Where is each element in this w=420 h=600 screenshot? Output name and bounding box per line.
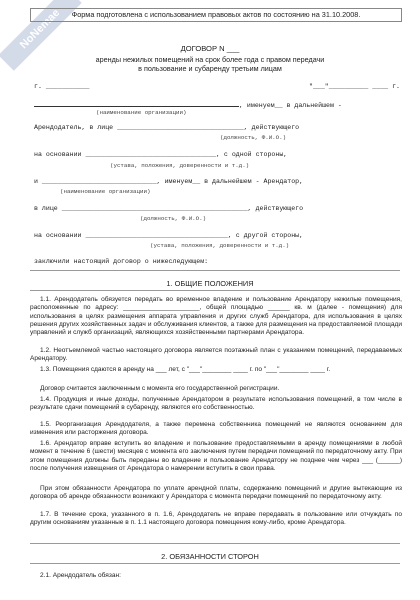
clause-1-1: 1.1. Арендодатель обязуется передать во временное владение и пользование Арендатору нежилые помещения, расположенные по адресу: _____________________, общей площадью ______ кв. м (далее - помещения) для использования в целях размещения аппарата управления и других служб Арендатора, для использования в целях решения других хозяйственных задач и обслуживания клиентов, а также для размещения на предоставляемой площади управлений и служб организаций, являющихся хозяйственными партнерами Арендатора. (30, 296, 402, 337)
basis2-row: на основании ____________________________________, с другой стороны, (34, 232, 304, 239)
party1-row (34, 99, 400, 109)
hint-position: (должность, Ф.И.О.) (220, 134, 287, 141)
divider (30, 270, 400, 271)
contract-subtitle-2: в пользование и субаренду третьим лицам (138, 64, 282, 73)
divider (30, 563, 400, 564)
city-field: г. ___________ (34, 83, 90, 90)
tenant-row: в лице _______________________________________________, действующего (34, 205, 304, 212)
basis-row: на основании _________________________________, с одной стороны, (34, 151, 288, 158)
section-2-title: 2. ОБЯЗАННОСТИ СТОРОН (161, 552, 259, 561)
party1-name-blank (34, 99, 239, 107)
section-1-title: 1. ОБЩИЕ ПОЛОЖЕНИЯ (166, 279, 254, 288)
watermark-logo: NoNemae (0, 0, 82, 71)
hint-basis-2: (устава, положения, доверенности и т.д.) (150, 242, 290, 249)
divider (30, 290, 400, 291)
clause-1-5: 1.5. Реорганизация Арендодателя, а также перемена собственника помещений не являются основанием для изменения или расторжения договора. (30, 421, 402, 437)
clause-1-4: 1.4. Продукция и иные доходы, полученные Арендатором в результате использования помещений, в том числе в результате сдачи помещений в субаренду, являются его собственностью. (30, 396, 402, 412)
hint-org-2: (наименование организации) (60, 188, 151, 195)
landlord-row: Арендодатель, в лице ________________________________, действующего (34, 124, 300, 131)
hint-basis: (устава, положения, доверенности и т.д.) (110, 162, 250, 169)
and-tenant-row: и _____________________________, именуем__ в дальнейшем - Арендатор, (34, 178, 304, 185)
contract-subtitle-1: аренды нежилых помещений на срок более года с правом передачи (95, 55, 325, 64)
header-note: Форма подготовлена с использованием правовых актов по состоянию на 31.10.2008. (30, 8, 402, 22)
divider (30, 543, 400, 544)
contract-title: ДОГОВОР N ___ (180, 44, 240, 53)
clause-1-3: 1.3. Помещения сдаются в аренду на ___ лет, с "___"________ ____ г. по "___"________ ____ г. (40, 366, 331, 373)
party1-tail: , именуем__ в дальнейшем - (239, 102, 342, 109)
clause-1-7: 1.7. В течение срока, указанного в п. 1.6, Арендодатель не вправе передавать в пользование или отчуждать по другим основаниям указанные в п. 1.1 настоящего договора помещения кому-либо, кроме Арендатора. (30, 511, 402, 527)
registration-note: Договор считается заключенным с момента его государственной регистрации. (40, 385, 280, 392)
clause-1-6: 1.6. Арендатор вправе вступить во владение и пользование предоставляемыми в аренду помещениями в любой момент в течение 6 (шести) месяцев с момента его заключения путем передачи помещений по передаточному акту. При этом помещения должны быть переданы во владение и пользование Арендатору не позднее чем через ___ (______) после получения извещения от Арендатора о намерении вступить в свои права. (30, 440, 402, 472)
hint-org: (наименование организации) (96, 109, 187, 116)
concluded-line: заключили настоящий договор о нижеследующем: (34, 258, 209, 265)
clause-2-1: 2.1. Арендодатель обязан: (40, 572, 121, 579)
hint-position-2: (должность, Ф.И.О.) (140, 215, 207, 222)
obligations-note: При этом обязанности Арендатора по уплате арендной платы, содержанию помещений и другие вытекающие из договора об аренде обязанности возникают у Арендатора с момента передачи помещений по передаточному акту. (30, 485, 402, 501)
preamble-city-date-row (34, 83, 400, 90)
date-field: "___"__________ ____ г. (308, 83, 400, 90)
clause-1-2: 1.2. Неотъемлемой частью настоящего договора является поэтажный план с указанием помещений, передаваемых Арендатору. (30, 347, 402, 363)
